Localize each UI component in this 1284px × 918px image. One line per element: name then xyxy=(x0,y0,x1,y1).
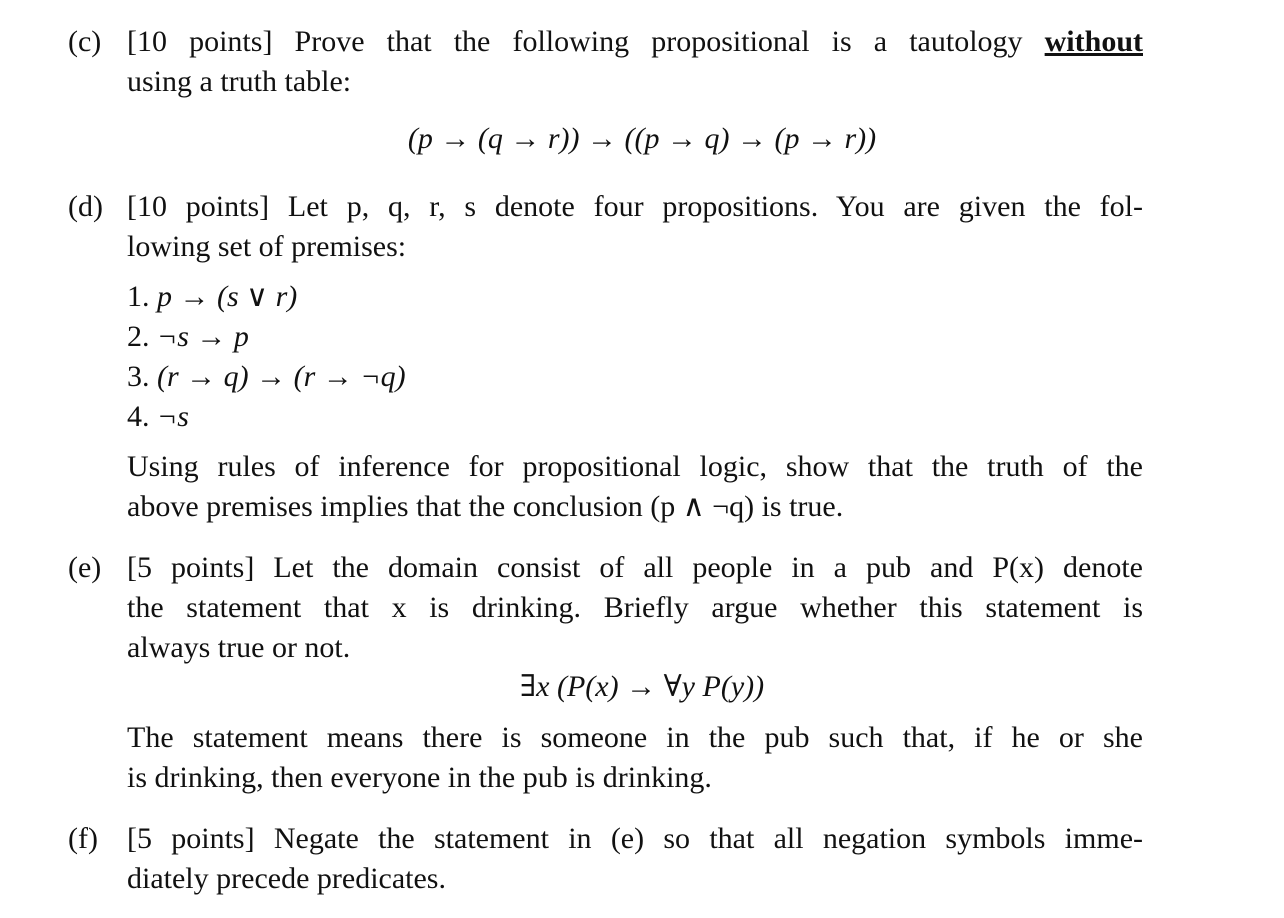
problem-e-text-line2: the statement that x is drinking. Briefly argue whether this statement is xyxy=(127,591,1143,624)
problem-e-para-line2: is drinking, then everyone in the pub is drinking. xyxy=(127,761,712,794)
problem-e-formula: ∃x (P(x) → ∀y P(y)) xyxy=(519,670,765,703)
premise-1: 1. p → (s ∨ r) xyxy=(127,280,298,313)
problem-d-text-line1: [10 points] Let p, q, r, s denote four propositions. You are given the fol- xyxy=(127,190,1143,223)
premise-2: 2. ¬s → p xyxy=(127,320,249,353)
problem-c-formula: (p → (q → r)) → ((p → q) → (p → r)) xyxy=(407,122,877,155)
problem-c-text-line1 xyxy=(127,22,1143,62)
problem-d-text-line2: lowing set of premises: xyxy=(127,230,407,263)
problem-e-text-line1: [5 points] Let the domain consist of all people in a pub and P(x) denote xyxy=(127,551,1143,584)
problem-d-para-line2: above premises implies that the conclusion (p ∧ ¬q) is true. xyxy=(127,490,844,523)
premise-list xyxy=(127,277,406,437)
problem-d-para-line1: Using rules of inference for propositional logic, show that the truth of the xyxy=(127,450,1143,483)
problem-f-text-line2: diately precede predicates. xyxy=(127,862,446,895)
problem-f-text-line1: [5 points] Negate the statement in (e) so that all negation symbols imme- xyxy=(127,822,1143,855)
problem-c-text-line2: using a truth table: xyxy=(127,65,352,98)
problem-c-label: (c) xyxy=(68,25,102,58)
premise-3: 3. (r → q) → (r → ¬q) xyxy=(127,360,406,393)
problem-e-text-line3: always true or not. xyxy=(127,631,351,664)
problem-c-prefix: [10 points] Prove that the following propositional is a tautology xyxy=(127,25,1045,58)
problem-e-para-line1: The statement means there is someone in the pub such that, if he or she xyxy=(127,721,1143,754)
premise-4: 4. ¬s xyxy=(127,400,189,433)
problem-e-label: (e) xyxy=(68,551,102,584)
problem-f-label: (f) xyxy=(68,822,98,855)
problem-c-emphasis: without xyxy=(1044,25,1143,58)
problem-d-label: (d) xyxy=(68,190,103,223)
